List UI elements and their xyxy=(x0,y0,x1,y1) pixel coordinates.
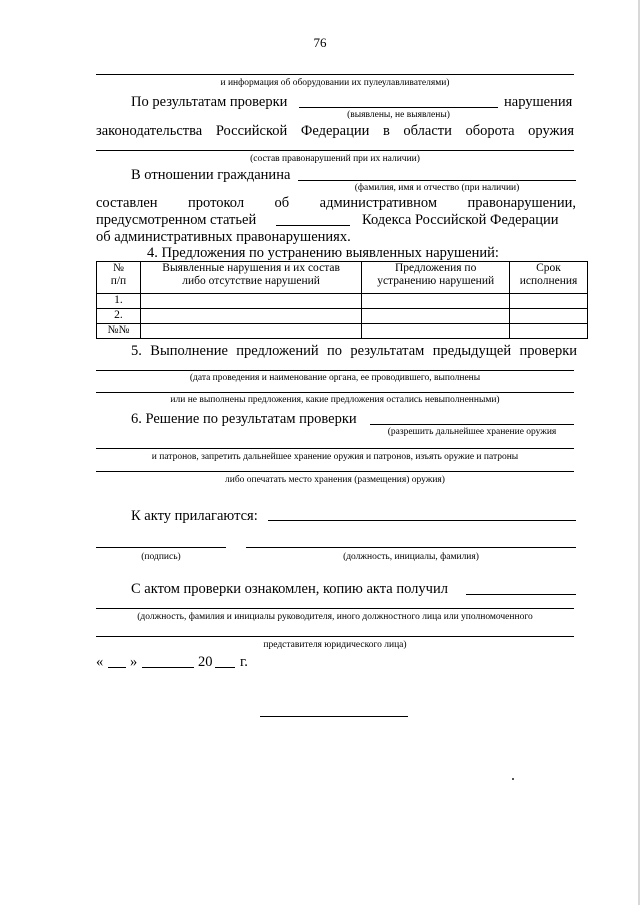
cell-deadline[interactable] xyxy=(510,309,588,324)
results-suffix: нарушения xyxy=(504,94,573,110)
cell-violations[interactable] xyxy=(140,294,361,309)
header-number: № п/п xyxy=(97,262,141,294)
caption-signature: (подпись) xyxy=(141,552,181,562)
decision-line-2[interactable] xyxy=(96,448,574,449)
date-year-line[interactable] xyxy=(215,667,235,668)
table-row xyxy=(97,309,588,324)
cell-violations[interactable] xyxy=(140,309,361,324)
page-number: 76 xyxy=(313,35,327,50)
caption-decision-1: (разрешить дальнейшее хранение оружия xyxy=(387,427,557,437)
section-5-heading: 5. Выполнение предложений по результатам предыдущей проверки xyxy=(131,343,577,359)
date-close-quote: » xyxy=(130,654,138,670)
previous-check-line-1[interactable] xyxy=(96,370,574,371)
caption-position-name: (должность, инициалы, фамилия) xyxy=(343,552,479,562)
fill-line xyxy=(96,74,574,75)
cell-proposals[interactable] xyxy=(362,294,510,309)
word: протокол xyxy=(188,195,245,211)
caption-representative-1: (должность, фамилия и инициалы руководителя, иного должностного лица или уполномоченного xyxy=(137,612,533,622)
section-4-heading: 4. Предложения по устранению выявленных нарушений: xyxy=(147,245,499,261)
word: административном xyxy=(319,195,438,211)
article-field-line[interactable] xyxy=(276,225,350,226)
word: составлен xyxy=(96,195,158,211)
header-deadline: Срок исполнения xyxy=(510,262,588,294)
protocol-line-3: об административных правонарушениях. xyxy=(96,229,351,245)
previous-check-line-2[interactable] xyxy=(96,392,574,393)
table-row xyxy=(97,294,588,309)
word: правонарушении, xyxy=(467,195,576,211)
violations-field-line[interactable] xyxy=(96,150,574,151)
cell-proposals[interactable] xyxy=(362,324,510,339)
citizen-field-line[interactable] xyxy=(298,180,576,181)
acquainted-label: С актом проверки ознакомлен, копию акта получил xyxy=(131,581,448,597)
caption-violations-composition: (состав правонарушений при их наличии) xyxy=(250,154,420,164)
date-open-quote: « xyxy=(96,654,104,670)
date-day-line[interactable] xyxy=(108,667,126,668)
caption-revealed: (выявлены, не выявлены) xyxy=(347,110,450,120)
violations-table xyxy=(96,261,588,339)
caption-fio: (фамилия, имя и отчество (при наличии) xyxy=(354,183,520,193)
table-header-row xyxy=(97,262,588,294)
row-number: №№ xyxy=(97,324,141,339)
caption-previous-check-2: или не выполнены предложения, какие предложения остались невыполненными) xyxy=(170,395,500,405)
protocol-line-2a: предусмотренном статьей xyxy=(96,212,257,228)
cell-violations[interactable] xyxy=(140,324,361,339)
caption-decision-2: и патронов, запретить дальнейшее хранение оружия и патронов, изъять оружие и патроны xyxy=(151,452,519,462)
date-year-prefix: 20 xyxy=(198,654,213,670)
date-month-line[interactable] xyxy=(142,667,194,668)
date-year-suffix: г. xyxy=(240,654,248,670)
caption-dust-catchers: и информация об оборудовании их пулеулавливателями) xyxy=(220,78,450,88)
caption-previous-check-1: (дата проведения и наименование органа, ее проводившего, выполнены xyxy=(189,373,481,383)
signature-line[interactable] xyxy=(96,547,226,548)
scan-speck xyxy=(512,778,514,780)
caption-decision-3: либо опечатать место хранения (размещения) оружия) xyxy=(225,475,445,485)
results-field-line[interactable] xyxy=(299,107,498,108)
table-row xyxy=(97,324,588,339)
citizen-label: В отношении гражданина xyxy=(131,167,291,183)
protocol-line-1 xyxy=(96,194,576,212)
cell-proposals[interactable] xyxy=(362,309,510,324)
caption-representative-2: представителя юридического лица) xyxy=(263,640,407,650)
word: об xyxy=(274,195,290,211)
representative-line-2[interactable] xyxy=(96,636,574,637)
representative-line-1[interactable] xyxy=(96,608,574,609)
attached-field-line[interactable] xyxy=(268,520,576,521)
cell-deadline[interactable] xyxy=(510,324,588,339)
header-violations: Выявленные нарушения и их состав либо отсутствие нарушений xyxy=(140,262,361,294)
section-6-heading: 6. Решение по результатам проверки xyxy=(131,411,357,427)
row-number: 2. xyxy=(97,309,141,324)
bottom-separator xyxy=(260,716,408,717)
decision-line-3[interactable] xyxy=(96,471,574,472)
attached-label: К акту прилагаются: xyxy=(131,508,258,524)
acquainted-field-line[interactable] xyxy=(466,594,576,595)
protocol-line-2b: Кодекса Российской Федерации xyxy=(362,212,559,228)
decision-field-line[interactable] xyxy=(370,424,574,425)
legislation-line: законодательства Российской Федерации в области оборота оружия xyxy=(96,123,574,139)
position-name-line[interactable] xyxy=(246,547,576,548)
header-proposals: Предложения по устранению нарушений xyxy=(362,262,510,294)
row-number: 1. xyxy=(97,294,141,309)
results-prefix: По результатам проверки xyxy=(131,94,288,110)
cell-deadline[interactable] xyxy=(510,294,588,309)
